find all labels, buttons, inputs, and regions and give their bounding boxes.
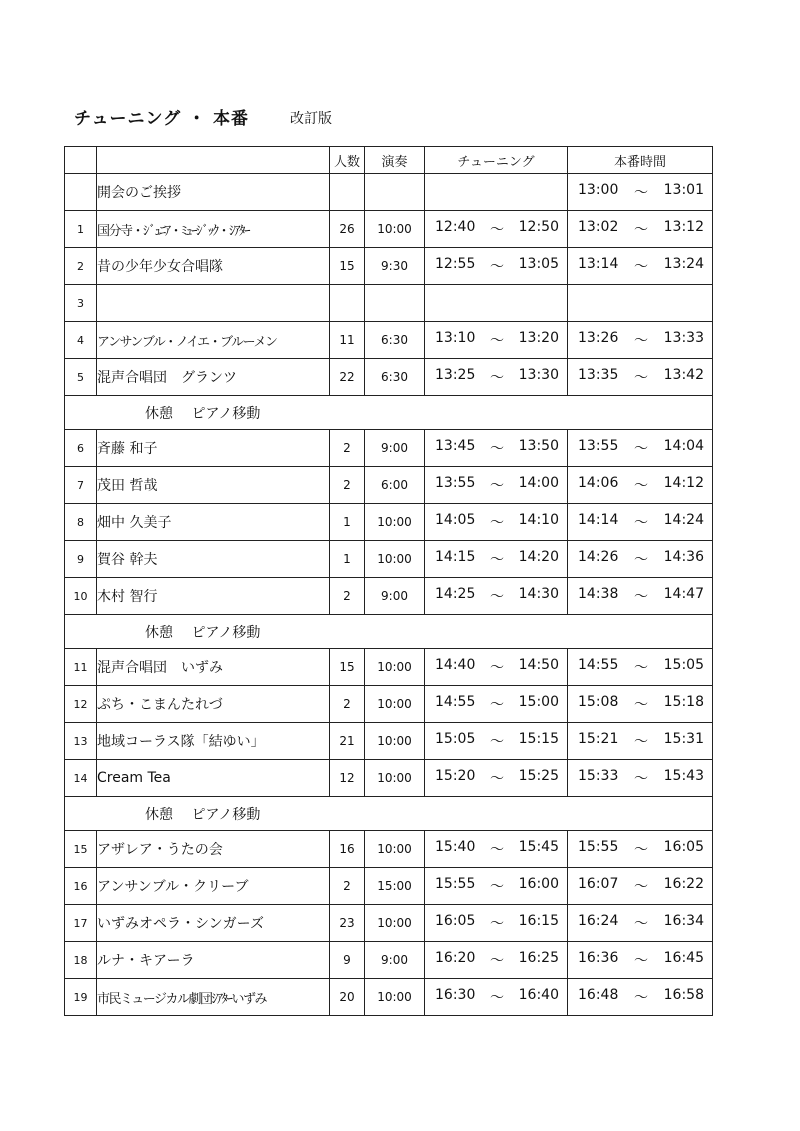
people-count: 22 — [330, 359, 365, 396]
tilde: ～ — [634, 333, 648, 349]
tuning-time — [425, 578, 568, 615]
tuning-time-start: 13:55 — [435, 475, 476, 491]
tuning-time-end: 13:30 — [518, 367, 559, 383]
tilde: ～ — [490, 771, 504, 787]
show-time-start: 15:33 — [578, 768, 619, 784]
table-row — [65, 578, 713, 615]
tuning-time-end: 16:15 — [518, 913, 559, 929]
people-count: 15 — [330, 248, 365, 285]
people-count: 2 — [330, 467, 365, 504]
performance-duration: 15:00 — [365, 868, 425, 905]
table-row — [65, 942, 713, 979]
revision-label: 改訂版 — [290, 111, 332, 127]
people-count: 2 — [330, 430, 365, 467]
table-row — [65, 248, 713, 285]
tuning-time — [425, 211, 568, 248]
tuning-time-end: 14:10 — [518, 512, 559, 528]
tuning-time-start: 15:20 — [435, 768, 476, 784]
tilde: ～ — [634, 185, 648, 201]
col-name — [97, 147, 330, 174]
table-row — [65, 868, 713, 905]
people-count: 11 — [330, 322, 365, 359]
people-count: 9 — [330, 942, 365, 979]
tuning-time — [425, 686, 568, 723]
show-time — [568, 248, 713, 285]
tilde: ～ — [490, 478, 504, 494]
tuning-time — [425, 359, 568, 396]
performer-name: 混声合唱団 グランツ — [97, 359, 330, 396]
show-time — [568, 905, 713, 942]
performance-duration: 10:00 — [365, 760, 425, 797]
row-number: 18 — [65, 942, 97, 979]
show-time — [568, 578, 713, 615]
opening-show-start: 13:00 — [578, 182, 619, 198]
tilde: ～ — [634, 552, 648, 568]
row-number: 5 — [65, 359, 97, 396]
row-number: 3 — [65, 285, 97, 322]
show-time-start: 15:21 — [578, 731, 619, 747]
show-time-start: 16:07 — [578, 876, 619, 892]
show-time — [568, 868, 713, 905]
performance-duration: 9:30 — [365, 248, 425, 285]
show-time-start: 13:14 — [578, 256, 619, 272]
page-title: チューニング ・ 本番 — [74, 109, 249, 129]
people-count: 26 — [330, 211, 365, 248]
performance-duration: 10:00 — [365, 211, 425, 248]
tuning-time-start: 14:40 — [435, 657, 476, 673]
break-row — [65, 615, 713, 649]
people-count: 2 — [330, 868, 365, 905]
tilde: ～ — [490, 953, 504, 969]
tuning-time-start: 16:30 — [435, 987, 476, 1003]
tuning-time-end: 16:40 — [518, 987, 559, 1003]
tilde: ～ — [634, 478, 648, 494]
show-time-start: 14:06 — [578, 475, 619, 491]
show-time — [568, 541, 713, 578]
tuning-time-end: 16:00 — [518, 876, 559, 892]
show-time-start: 15:08 — [578, 694, 619, 710]
tuning-time — [425, 285, 568, 322]
row-number: 11 — [65, 649, 97, 686]
tuning-time-start: 14:55 — [435, 694, 476, 710]
tuning-time-start: 13:10 — [435, 330, 476, 346]
row-number: 9 — [65, 541, 97, 578]
show-time — [568, 723, 713, 760]
header-row — [65, 147, 713, 174]
tuning-time — [425, 868, 568, 905]
row-number: 10 — [65, 578, 97, 615]
col-duration: 演奏 — [365, 147, 425, 174]
show-time-start: 16:48 — [578, 987, 619, 1003]
opening-no — [65, 174, 97, 211]
performance-duration — [365, 285, 425, 322]
performance-duration: 10:00 — [365, 686, 425, 723]
tuning-time-end: 12:50 — [518, 219, 559, 235]
tuning-time-start: 12:55 — [435, 256, 476, 272]
tilde: ～ — [634, 842, 648, 858]
table-row — [65, 541, 713, 578]
tilde: ～ — [634, 441, 648, 457]
tilde: ～ — [490, 660, 504, 676]
tilde: ～ — [490, 879, 504, 895]
show-time — [568, 979, 713, 1016]
show-time-start: 14:38 — [578, 586, 619, 602]
show-time — [568, 467, 713, 504]
tuning-time-start: 16:20 — [435, 950, 476, 966]
performer-name — [97, 285, 330, 322]
tilde: ～ — [634, 990, 648, 1006]
performer-name: アンサンブル・ノイエ・ブルーメン — [97, 322, 330, 359]
row-number: 1 — [65, 211, 97, 248]
opening-show-time — [568, 174, 713, 211]
schedule-table — [64, 146, 713, 1016]
tuning-time-end: 13:05 — [518, 256, 559, 272]
table-row — [65, 760, 713, 797]
tuning-time — [425, 467, 568, 504]
table-row — [65, 979, 713, 1016]
performer-name: アンサンブル・クリーブ — [97, 868, 330, 905]
performance-duration: 10:00 — [365, 649, 425, 686]
tuning-time-end: 14:20 — [518, 549, 559, 565]
show-time-start: 13:26 — [578, 330, 619, 346]
tuning-time — [425, 831, 568, 868]
tuning-time-start: 15:40 — [435, 839, 476, 855]
tuning-time — [425, 905, 568, 942]
show-time — [568, 285, 713, 322]
performance-duration: 10:00 — [365, 723, 425, 760]
opening-duration — [365, 174, 425, 211]
table-row — [65, 430, 713, 467]
show-time-start: 13:02 — [578, 219, 619, 235]
performer-name: 混声合唱団 いずみ — [97, 649, 330, 686]
tilde: ～ — [634, 222, 648, 238]
performer-name: いずみオペラ・シンガーズ — [97, 905, 330, 942]
row-number: 7 — [65, 467, 97, 504]
tilde: ～ — [490, 734, 504, 750]
tuning-time-start: 15:55 — [435, 876, 476, 892]
show-time-start: 13:35 — [578, 367, 619, 383]
tuning-time-end: 15:00 — [518, 694, 559, 710]
performance-duration: 6:30 — [365, 322, 425, 359]
show-time-end: 14:36 — [663, 549, 704, 565]
show-time-end: 14:24 — [663, 512, 704, 528]
performance-duration: 6:30 — [365, 359, 425, 396]
tuning-time — [425, 760, 568, 797]
tilde: ～ — [634, 370, 648, 386]
performance-duration: 10:00 — [365, 831, 425, 868]
show-time — [568, 211, 713, 248]
tilde: ～ — [634, 879, 648, 895]
performer-name: 茂田 哲哉 — [97, 467, 330, 504]
table-row — [65, 831, 713, 868]
opening-people — [330, 174, 365, 211]
tuning-time — [425, 504, 568, 541]
people-count: 15 — [330, 649, 365, 686]
table-row — [65, 322, 713, 359]
show-time-start: 14:26 — [578, 549, 619, 565]
tilde: ～ — [634, 259, 648, 275]
col-no — [65, 147, 97, 174]
tuning-time-end: 15:15 — [518, 731, 559, 747]
row-number: 19 — [65, 979, 97, 1016]
break-row — [65, 396, 713, 430]
show-time-end: 13:42 — [663, 367, 704, 383]
show-time-end: 16:58 — [663, 987, 704, 1003]
tilde: ～ — [490, 515, 504, 531]
show-time-end: 13:24 — [663, 256, 704, 272]
tuning-time — [425, 942, 568, 979]
tuning-time — [425, 322, 568, 359]
show-time-start: 16:24 — [578, 913, 619, 929]
tuning-time — [425, 979, 568, 1016]
people-count — [330, 285, 365, 322]
performer-name: 斉藤 和子 — [97, 430, 330, 467]
col-people: 人数 — [330, 147, 365, 174]
opening-name: 開会のご挨拶 — [97, 174, 330, 211]
tilde: ～ — [490, 552, 504, 568]
tilde: ～ — [634, 953, 648, 969]
tuning-time-end: 14:30 — [518, 586, 559, 602]
opening-row — [65, 174, 713, 211]
show-time-end: 16:22 — [663, 876, 704, 892]
tilde: ～ — [490, 990, 504, 1006]
show-time — [568, 322, 713, 359]
table-row — [65, 504, 713, 541]
tuning-time-start: 14:15 — [435, 549, 476, 565]
tilde: ～ — [634, 660, 648, 676]
show-time-start: 14:14 — [578, 512, 619, 528]
people-count: 23 — [330, 905, 365, 942]
tilde: ～ — [490, 441, 504, 457]
tuning-time — [425, 430, 568, 467]
schedule-body — [65, 174, 713, 1016]
break-row — [65, 797, 713, 831]
tilde: ～ — [634, 697, 648, 713]
tuning-time-start: 13:25 — [435, 367, 476, 383]
show-time — [568, 504, 713, 541]
tuning-time-end: 16:25 — [518, 950, 559, 966]
show-time — [568, 831, 713, 868]
tilde: ～ — [490, 333, 504, 349]
performer-name: ルナ・キアーラ — [97, 942, 330, 979]
row-number: 8 — [65, 504, 97, 541]
break-label: 休憩 ピアノ移動 — [65, 396, 713, 430]
row-number: 12 — [65, 686, 97, 723]
show-time-start: 15:55 — [578, 839, 619, 855]
tuning-time-start: 14:25 — [435, 586, 476, 602]
show-time-end: 14:12 — [663, 475, 704, 491]
show-time — [568, 649, 713, 686]
tuning-time-end: 15:45 — [518, 839, 559, 855]
people-count: 1 — [330, 504, 365, 541]
tilde: ～ — [490, 589, 504, 605]
tuning-time-end: 15:25 — [518, 768, 559, 784]
performer-name: 地域コーラス隊「結ゆい」 — [97, 723, 330, 760]
opening-tuning — [425, 174, 568, 211]
tilde: ～ — [634, 589, 648, 605]
tilde: ～ — [490, 842, 504, 858]
people-count: 20 — [330, 979, 365, 1016]
tuning-time-end: 14:00 — [518, 475, 559, 491]
performer-name: アザレア・うたの会 — [97, 831, 330, 868]
performer-name: 木村 智行 — [97, 578, 330, 615]
tilde: ～ — [490, 259, 504, 275]
performance-duration: 9:00 — [365, 942, 425, 979]
table-row — [65, 359, 713, 396]
people-count: 1 — [330, 541, 365, 578]
show-time — [568, 942, 713, 979]
show-time-end: 15:18 — [663, 694, 704, 710]
tuning-time-start: 16:05 — [435, 913, 476, 929]
row-number: 2 — [65, 248, 97, 285]
tuning-time — [425, 649, 568, 686]
performance-duration: 10:00 — [365, 905, 425, 942]
opening-show-end: 13:01 — [663, 182, 704, 198]
tuning-time — [425, 541, 568, 578]
row-number: 4 — [65, 322, 97, 359]
show-time-start: 13:55 — [578, 438, 619, 454]
table-row — [65, 467, 713, 504]
col-tuning: チューニング — [425, 147, 568, 174]
col-show-time: 本番時間 — [568, 147, 713, 174]
performer-name: 畑中 久美子 — [97, 504, 330, 541]
break-label: 休憩 ピアノ移動 — [65, 615, 713, 649]
table-row — [65, 905, 713, 942]
table-row — [65, 723, 713, 760]
tuning-time-start: 12:40 — [435, 219, 476, 235]
show-time-end: 16:34 — [663, 913, 704, 929]
show-time-start: 16:36 — [578, 950, 619, 966]
tuning-time-start: 15:05 — [435, 731, 476, 747]
performer-name: Cream Tea — [97, 760, 330, 797]
performance-duration: 9:00 — [365, 578, 425, 615]
tuning-time — [425, 248, 568, 285]
tilde: ～ — [490, 370, 504, 386]
tuning-time-end: 13:20 — [518, 330, 559, 346]
row-number: 16 — [65, 868, 97, 905]
show-time-end: 16:45 — [663, 950, 704, 966]
show-time-end: 15:43 — [663, 768, 704, 784]
table-row — [65, 285, 713, 322]
performer-name: ぷち・こまんたれづ — [97, 686, 330, 723]
table-row — [65, 686, 713, 723]
people-count: 2 — [330, 686, 365, 723]
performance-duration: 10:00 — [365, 541, 425, 578]
performer-name: 賀谷 幹夫 — [97, 541, 330, 578]
people-count: 12 — [330, 760, 365, 797]
people-count: 2 — [330, 578, 365, 615]
table-row — [65, 649, 713, 686]
show-time — [568, 760, 713, 797]
tilde: ～ — [634, 916, 648, 932]
tilde: ～ — [490, 222, 504, 238]
show-time — [568, 359, 713, 396]
tilde: ～ — [634, 771, 648, 787]
performance-duration: 10:00 — [365, 979, 425, 1016]
show-time-end: 16:05 — [663, 839, 704, 855]
tuning-time-end: 14:50 — [518, 657, 559, 673]
table-row — [65, 211, 713, 248]
show-time-end: 13:33 — [663, 330, 704, 346]
people-count: 16 — [330, 831, 365, 868]
tilde: ～ — [634, 515, 648, 531]
tuning-time-end: 13:50 — [518, 438, 559, 454]
tuning-time-start: 13:45 — [435, 438, 476, 454]
performer-name: 国分寺・ｼﾞｭﾆｱ・ﾐｭｰｼﾞｯｸ・ｼｱﾀｰ — [97, 211, 330, 248]
people-count: 21 — [330, 723, 365, 760]
row-number: 15 — [65, 831, 97, 868]
show-time — [568, 686, 713, 723]
tuning-time-start: 14:05 — [435, 512, 476, 528]
tilde: ～ — [634, 734, 648, 750]
performer-name: 市民ミュージカル劇団ｼｱﾀｰいずみ — [97, 979, 330, 1016]
break-label: 休憩 ピアノ移動 — [65, 797, 713, 831]
show-time-end: 15:31 — [663, 731, 704, 747]
tilde: ～ — [490, 697, 504, 713]
performer-name: 昔の少年少女合唱隊 — [97, 248, 330, 285]
show-time-end: 13:12 — [663, 219, 704, 235]
performance-duration: 6:00 — [365, 467, 425, 504]
show-time-end: 14:04 — [663, 438, 704, 454]
show-time — [568, 430, 713, 467]
row-number: 17 — [65, 905, 97, 942]
performance-duration: 10:00 — [365, 504, 425, 541]
row-number: 13 — [65, 723, 97, 760]
show-time-end: 15:05 — [663, 657, 704, 673]
row-number: 14 — [65, 760, 97, 797]
performance-duration: 9:00 — [365, 430, 425, 467]
show-time-start: 14:55 — [578, 657, 619, 673]
row-number: 6 — [65, 430, 97, 467]
tuning-time — [425, 723, 568, 760]
show-time-end: 14:47 — [663, 586, 704, 602]
tilde: ～ — [490, 916, 504, 932]
